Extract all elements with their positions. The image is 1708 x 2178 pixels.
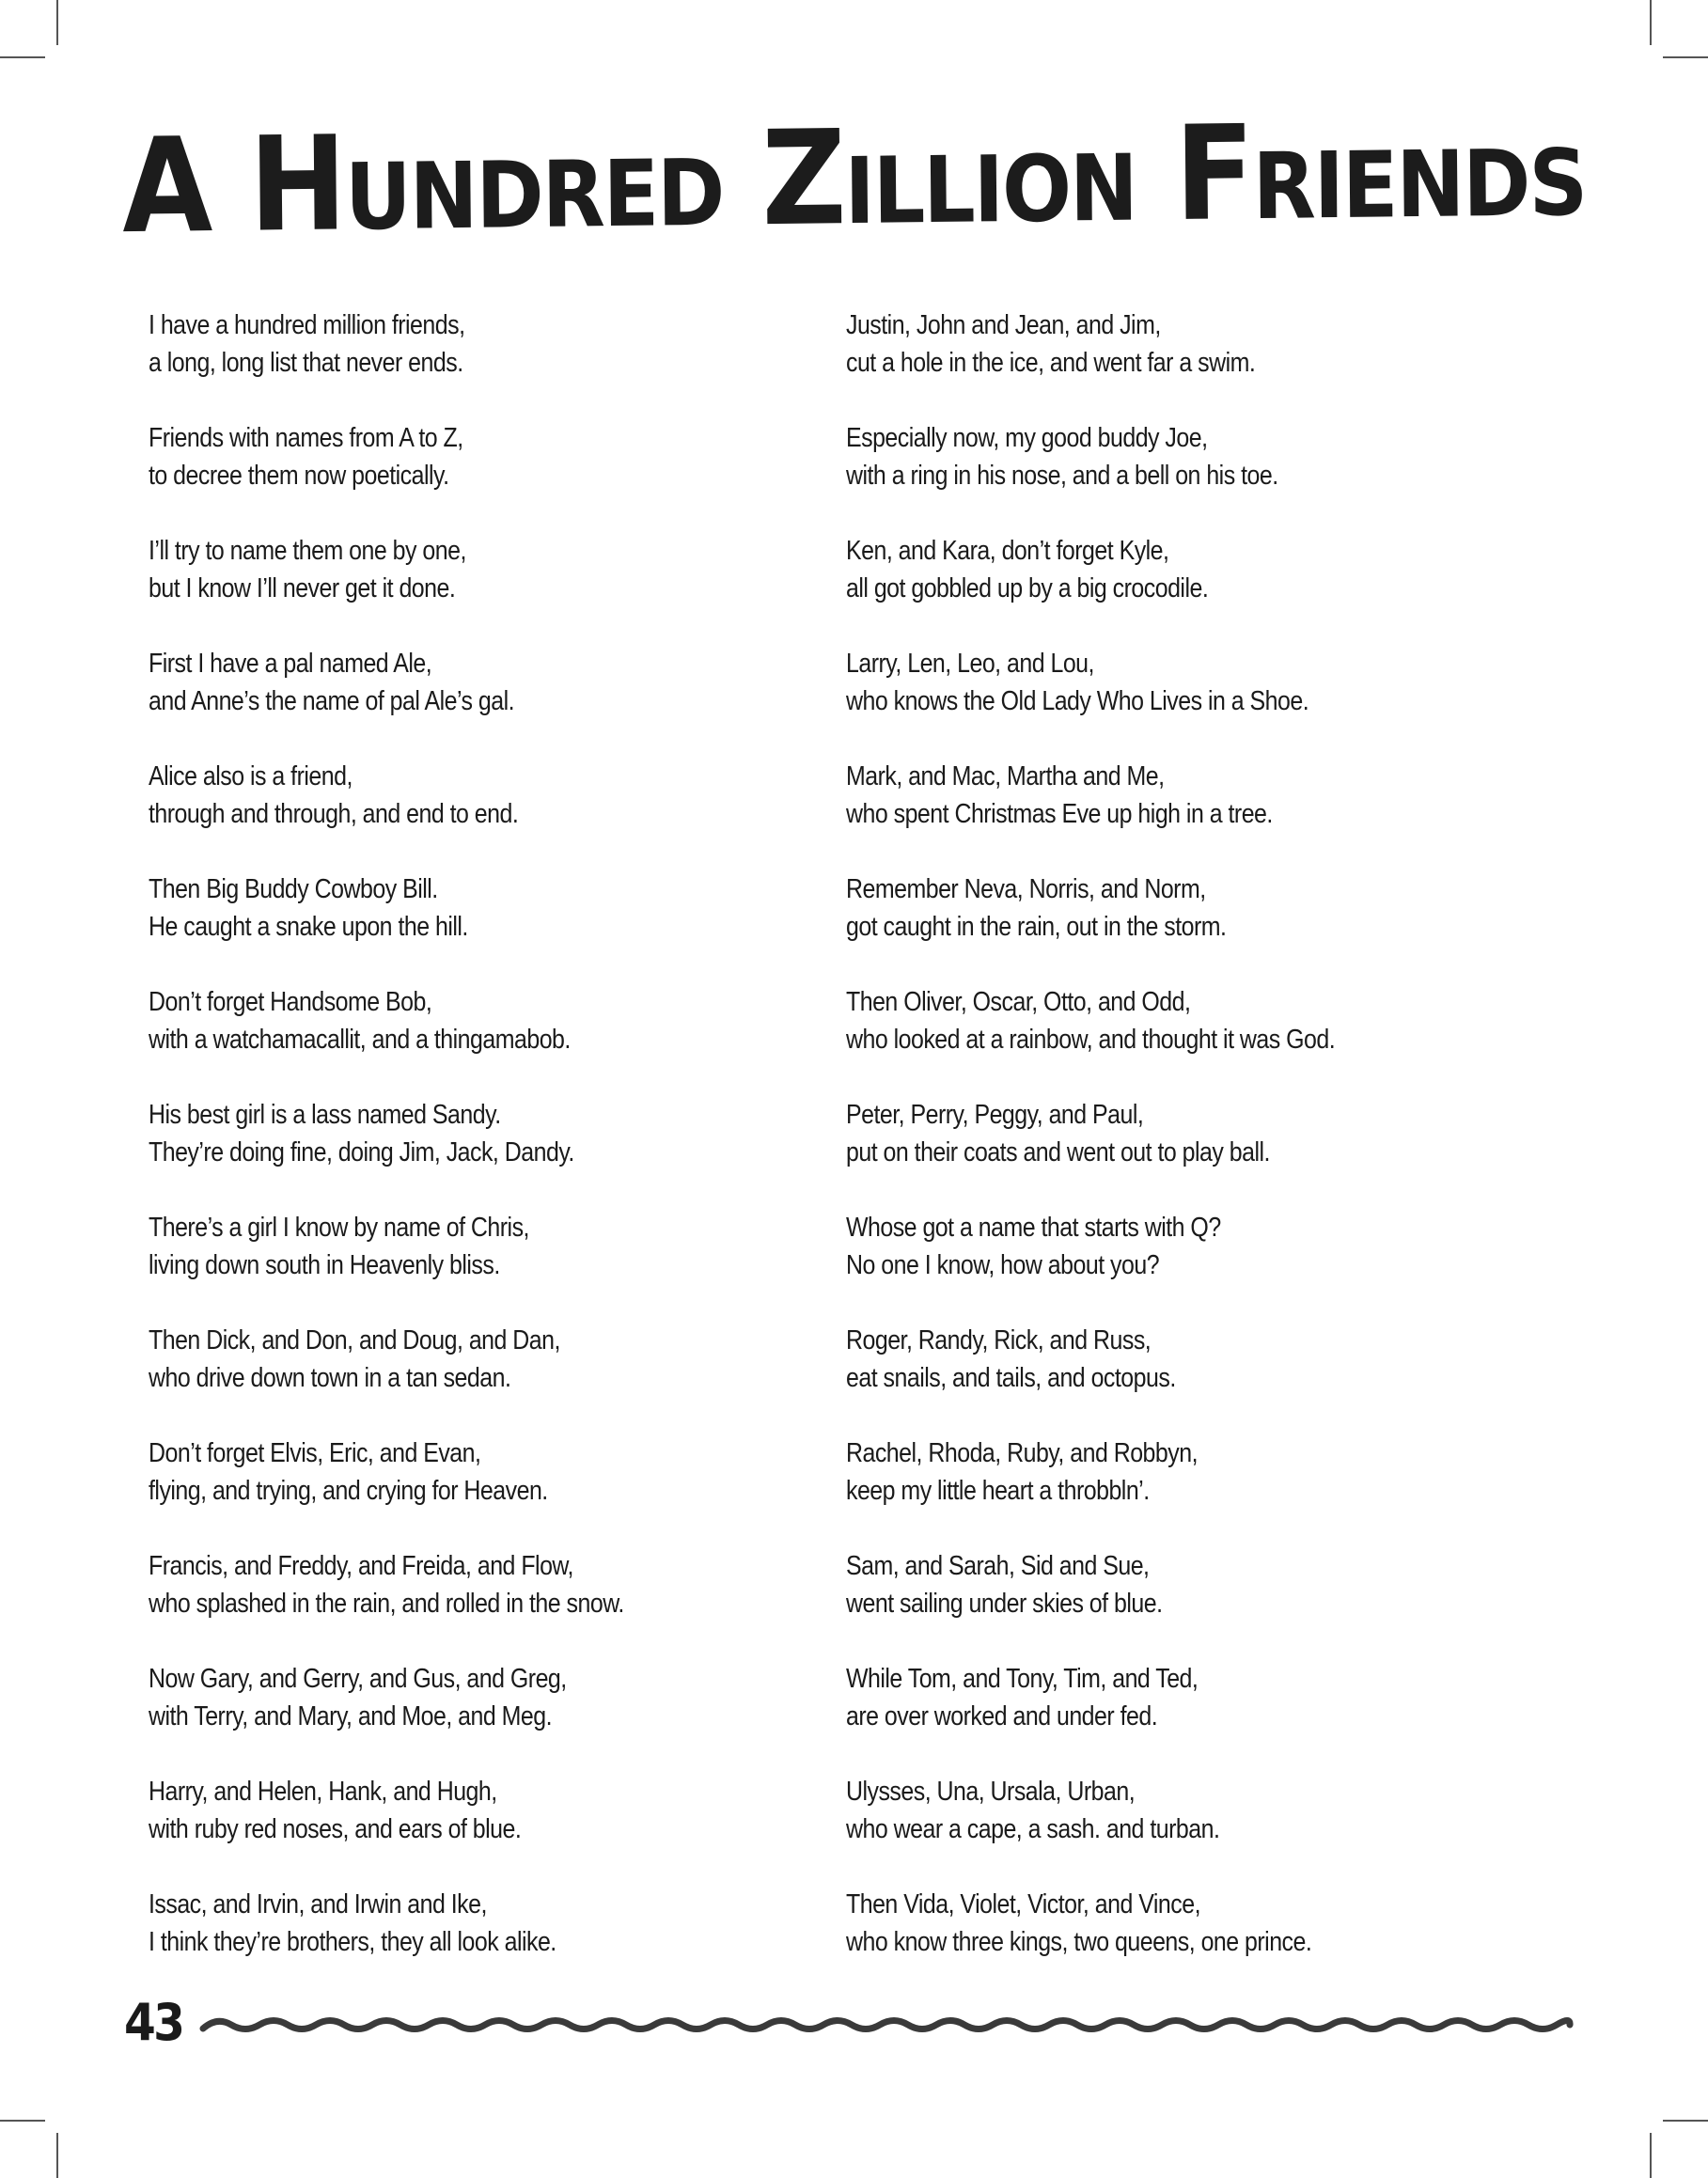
poem-line: with ruby red noses, and ears of blue.: [149, 1814, 522, 1844]
poem-line: a long, long list that never ends.: [149, 348, 463, 378]
poem-line: Then Oliver, Oscar, Otto, and Odd,: [846, 987, 1191, 1017]
stanza: [846, 1660, 1461, 1735]
poem-line: Then Big Buddy Cowboy Bill.: [149, 874, 438, 904]
crop-mark-top-right-horizontal: [1663, 56, 1708, 58]
poem-line: Now Gary, and Gerry, and Gus, and Greg,: [149, 1664, 567, 1694]
stanza: [149, 306, 763, 382]
stanza: [149, 870, 763, 946]
crop-mark-bottom-right-vertical: [1650, 2133, 1652, 2178]
poem-column-right: [846, 306, 1560, 1998]
poem-line: Roger, Randy, Rick, and Russ,: [846, 1325, 1152, 1355]
crop-mark-bottom-left-vertical: [56, 2133, 58, 2178]
poem-line: No one I know, how about you?: [846, 1250, 1160, 1280]
squiggle-divider: [197, 2004, 1579, 2045]
stanza: [846, 1096, 1461, 1171]
poem-line: Peter, Perry, Peggy, and Paul,: [846, 1100, 1144, 1130]
stanza: [149, 1773, 763, 1848]
poem-column-left: [149, 306, 863, 1998]
poem-line: who wear a cape, a sash. and turban.: [846, 1814, 1220, 1844]
poem-line: but I know I’ll never get it done.: [149, 573, 456, 603]
poem-line: Justin, John and Jean, and Jim,: [846, 310, 1161, 340]
poem-line: Alice also is a friend,: [149, 761, 353, 791]
stanza: [846, 758, 1461, 833]
poem-line: who drive down town in a tan sedan.: [149, 1363, 511, 1393]
stanza: [149, 1547, 763, 1622]
poem-line: Harry, and Helen, Hank, and Hugh,: [149, 1777, 497, 1807]
poem-line: They’re doing fine, doing Jim, Jack, Dandy.: [149, 1137, 574, 1167]
stanza: [846, 983, 1461, 1058]
crop-mark-top-left-horizontal: [0, 56, 45, 58]
stanza: [149, 1434, 763, 1510]
poem-line: Sam, and Sarah, Sid and Sue,: [846, 1551, 1150, 1581]
poem-line: Mark, and Mac, Martha and Me,: [846, 761, 1165, 791]
stanza: [149, 983, 763, 1058]
stanza: [149, 1322, 763, 1397]
poem-line: Then Dick, and Don, and Doug, and Dan,: [149, 1325, 560, 1355]
poem-line: Ken, and Kara, don’t forget Kyle,: [846, 536, 1169, 566]
poem-line: living down south in Heavenly bliss.: [149, 1250, 500, 1280]
stanza: [846, 1547, 1461, 1622]
poem-line: to decree them now poetically.: [149, 461, 449, 491]
poem-line: who looked at a rainbow, and thought it was God.: [846, 1025, 1336, 1055]
poem-line: Larry, Len, Leo, and Lou,: [846, 649, 1094, 679]
poem-line: Especially now, my good buddy Joe,: [846, 423, 1208, 453]
poem-line: are over worked and under fed.: [846, 1701, 1158, 1731]
poem-line: with Terry, and Mary, and Moe, and Meg.: [149, 1701, 553, 1731]
stanza: [149, 419, 763, 494]
poem-line: who splashed in the rain, and rolled in the snow.: [149, 1589, 624, 1619]
poem-line: First I have a pal named Ale,: [149, 649, 432, 679]
crop-mark-bottom-right-horizontal: [1663, 2120, 1708, 2122]
page-footer: [124, 1985, 1590, 2060]
poem-line: cut a hole in the ice, and went far a swim.: [846, 348, 1256, 378]
poem-line: Remember Neva, Norris, and Norm,: [846, 874, 1206, 904]
stanza: [846, 1322, 1461, 1397]
poem-line: I think they’re brothers, they all look alike.: [149, 1927, 556, 1957]
stanza: [846, 1886, 1461, 1961]
crop-mark-bottom-left-horizontal: [0, 2120, 45, 2122]
stanza: [149, 758, 763, 833]
poem-line: with a watchamacallit, and a thingamabob.: [149, 1025, 571, 1055]
poem-line: flying, and trying, and crying for Heaven.: [149, 1476, 548, 1506]
page-number: 43: [124, 1993, 183, 2052]
stanza: [149, 1660, 763, 1735]
poem-line: who knows the Old Lady Who Lives in a Shoe.: [846, 686, 1309, 716]
crop-mark-top-right-vertical: [1650, 0, 1652, 45]
poem-line: He caught a snake upon the hill.: [149, 912, 468, 942]
stanza: [846, 532, 1461, 607]
poem-line: Issac, and Irvin, and Irwin and Ike,: [149, 1889, 487, 1919]
poem-line: who spent Christmas Eve up high in a tree.: [846, 799, 1273, 829]
stanza: [846, 645, 1461, 720]
poem-line: with a ring in his nose, and a bell on his toe.: [846, 461, 1278, 491]
poem-line: went sailing under skies of blue.: [846, 1589, 1163, 1619]
stanza: [149, 1886, 763, 1961]
page-title: A Hundred Zillion Friends: [121, 94, 1587, 263]
stanza: [846, 306, 1461, 382]
poem-line: keep my little heart a throbbln’.: [846, 1476, 1150, 1506]
poem-line: Friends with names from A to Z,: [149, 423, 463, 453]
poem-line: There’s a girl I know by name of Chris,: [149, 1213, 529, 1243]
stanza: [846, 1773, 1461, 1848]
poem-line: and Anne’s the name of pal Ale’s gal.: [149, 686, 515, 716]
poem-line: all got gobbled up by a big crocodile.: [846, 573, 1209, 603]
poem-line: Don’t forget Elvis, Eric, and Evan,: [149, 1438, 481, 1468]
stanza: [846, 1209, 1461, 1284]
stanza: [846, 419, 1461, 494]
stanza: [149, 1209, 763, 1284]
poem-line: Francis, and Freddy, and Freida, and Flow,: [149, 1551, 573, 1581]
poem-line: Don’t forget Handsome Bob,: [149, 987, 432, 1017]
stanza: [149, 532, 763, 607]
stanza: [846, 1434, 1461, 1510]
poem-line: His best girl is a lass named Sandy.: [149, 1100, 501, 1130]
poem-line: Ulysses, Una, Ursala, Urban,: [846, 1777, 1136, 1807]
poem-line: got caught in the rain, out in the storm.: [846, 912, 1227, 942]
stanza: [149, 645, 763, 720]
poem-line: Then Vida, Violet, Victor, and Vince,: [846, 1889, 1201, 1919]
poem-line: Rachel, Rhoda, Ruby, and Robbyn,: [846, 1438, 1198, 1468]
poem-line: through and through, and end to end.: [149, 799, 519, 829]
poem-line: I’ll try to name them one by one,: [149, 536, 466, 566]
poem-line: who know three kings, two queens, one prince.: [846, 1927, 1312, 1957]
poem-line: I have a hundred million friends,: [149, 310, 465, 340]
poem-line: While Tom, and Tony, Tim, and Ted,: [846, 1664, 1199, 1694]
stanza: [846, 870, 1461, 946]
poem-line: put on their coats and went out to play ball.: [846, 1137, 1270, 1167]
stanza: [149, 1096, 763, 1171]
crop-mark-top-left-vertical: [56, 0, 58, 45]
poem-line: Whose got a name that starts with Q?: [846, 1213, 1221, 1243]
poem-line: eat snails, and tails, and octopus.: [846, 1363, 1176, 1393]
